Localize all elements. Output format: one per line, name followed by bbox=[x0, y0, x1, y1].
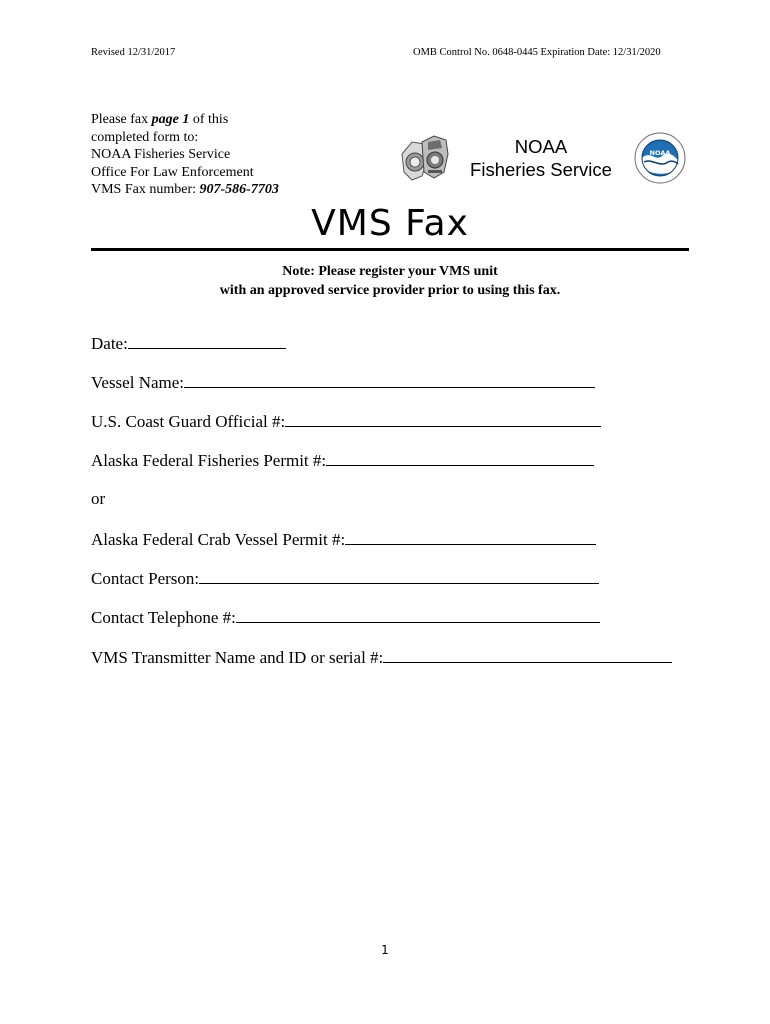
fax-line-1 bbox=[91, 111, 279, 129]
uscg-official-field bbox=[91, 410, 601, 432]
contact-phone-label: Contact Telephone #: bbox=[91, 608, 236, 627]
vms-transmitter-label: VMS Transmitter Name and ID or serial #: bbox=[91, 648, 384, 667]
date-blank[interactable] bbox=[128, 332, 286, 349]
contact-phone-field bbox=[91, 606, 600, 628]
fax-page-emphasis: page 1 bbox=[151, 112, 190, 127]
page-title: VMS Fax bbox=[311, 203, 469, 244]
noaa-fisheries-wordmark bbox=[456, 135, 626, 181]
omb-control-number: OMB Control No. 0648-0445 Expiration Date: 12/31/2020 bbox=[413, 47, 661, 58]
crab-permit-field bbox=[91, 528, 596, 550]
fax-number: 907-586-7703 bbox=[199, 182, 279, 197]
or-label: or bbox=[91, 489, 106, 508]
date-field bbox=[91, 332, 286, 354]
noaa-seal-label: NOAA bbox=[649, 149, 671, 157]
page-number: 1 bbox=[381, 943, 389, 957]
logo-line-1: NOAA bbox=[514, 136, 568, 157]
fax-instructions bbox=[91, 111, 279, 199]
fax-line-1-start: Please fax bbox=[91, 112, 152, 127]
fisheries-permit-field bbox=[91, 449, 594, 471]
crab-permit-blank[interactable] bbox=[345, 528, 596, 545]
vessel-name-label: Vessel Name: bbox=[91, 373, 185, 392]
title-divider bbox=[91, 248, 689, 251]
vms-transmitter-field bbox=[91, 646, 672, 668]
noaa-seal-icon bbox=[635, 133, 685, 183]
fax-number-label: VMS Fax number: bbox=[91, 182, 200, 197]
revised-date: Revised 12/31/2017 bbox=[91, 47, 176, 58]
uscg-official-label: U.S. Coast Guard Official #: bbox=[91, 412, 286, 431]
note-line-1: Note: Please register your VMS unit bbox=[282, 264, 498, 279]
vessel-name-blank[interactable] bbox=[184, 371, 595, 388]
crab-permit-label: Alaska Federal Crab Vessel Permit #: bbox=[91, 530, 346, 549]
fax-line-1-end: of this bbox=[189, 112, 229, 127]
fax-line-2: completed form to: bbox=[91, 129, 199, 145]
contact-person-field bbox=[91, 567, 599, 589]
logo-line-2: Fisheries Service bbox=[470, 159, 612, 180]
fax-line-3: NOAA Fisheries Service bbox=[91, 147, 231, 162]
registration-note bbox=[91, 262, 689, 300]
contact-person-label: Contact Person: bbox=[91, 569, 200, 588]
date-label: Date: bbox=[91, 334, 128, 353]
vms-transmitter-blank[interactable] bbox=[383, 646, 672, 663]
note-line-2: with an approved service provider prior to using this fax. bbox=[219, 283, 561, 298]
contact-person-blank[interactable] bbox=[199, 567, 599, 584]
uscg-official-blank[interactable] bbox=[285, 410, 601, 427]
enforcement-badge-icon bbox=[402, 136, 448, 180]
contact-phone-blank[interactable] bbox=[236, 606, 600, 623]
fax-line-4: Office For Law Enforcement bbox=[91, 164, 254, 180]
or-separator bbox=[91, 488, 105, 510]
vessel-name-field bbox=[91, 371, 595, 393]
fisheries-permit-label: Alaska Federal Fisheries Permit #: bbox=[91, 451, 327, 470]
fisheries-permit-blank[interactable] bbox=[326, 449, 594, 466]
fax-line-5 bbox=[91, 181, 279, 199]
